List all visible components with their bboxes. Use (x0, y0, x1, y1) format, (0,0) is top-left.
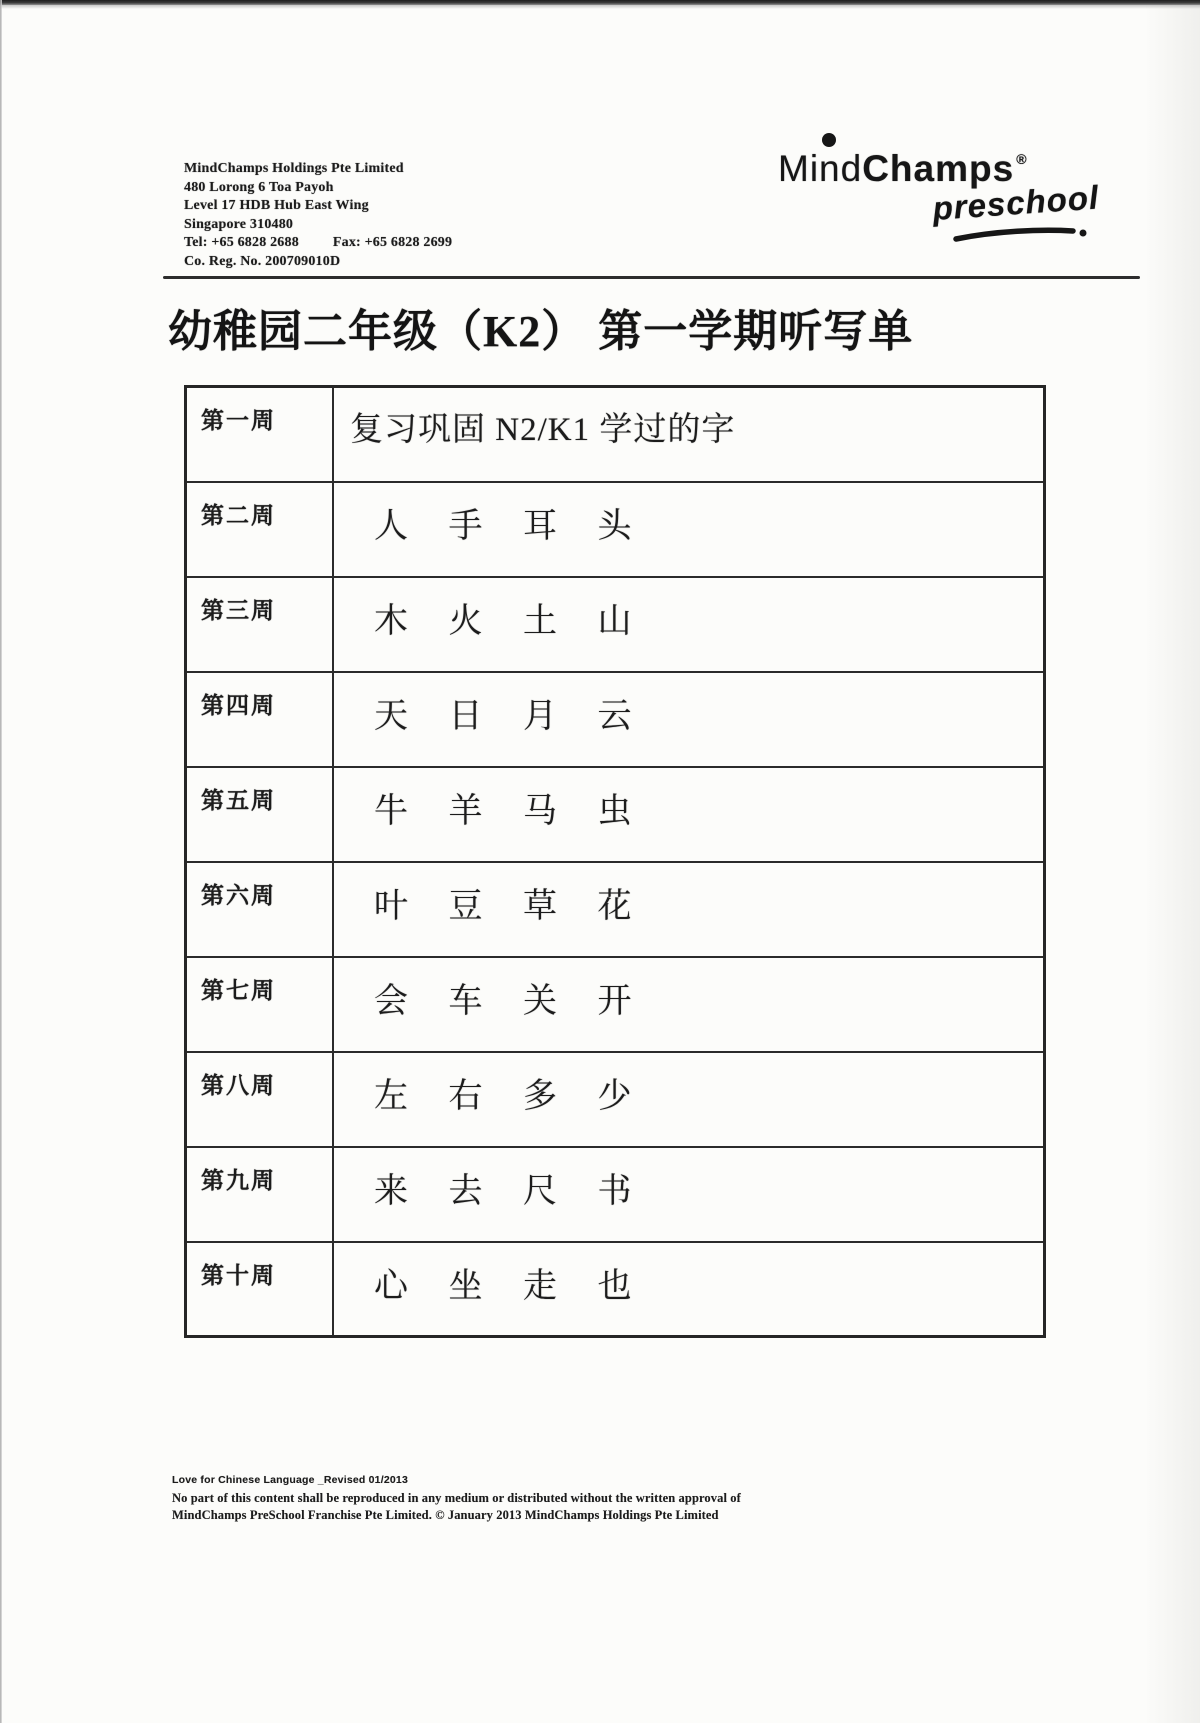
week-words: 左 右 多 少 (333, 1052, 1045, 1147)
telephone-number: Tel: +65 6828 2688 (184, 235, 299, 250)
week-label: 第一周 (186, 387, 334, 482)
letterhead-address-block (184, 160, 452, 271)
address-line-2: Level 17 HDB Hub East Wing (184, 198, 369, 213)
week-label: 第五周 (186, 767, 334, 862)
preschool-underline-swoosh-icon (953, 224, 1089, 246)
week-words: 心 坐 走 也 (333, 1242, 1045, 1337)
table-row (186, 862, 1045, 957)
week-label: 第八周 (186, 1052, 334, 1147)
week-label: 第三周 (186, 577, 334, 672)
table-row (186, 1052, 1045, 1147)
week-words: 牛 羊 马 虫 (333, 767, 1045, 862)
address-line-3: Singapore 310480 (184, 216, 294, 232)
table-row (186, 767, 1045, 862)
week-words: 会 车 关 开 (333, 957, 1045, 1052)
week-label: 第二周 (186, 482, 334, 577)
week-words: 叶 豆 草 花 (333, 862, 1045, 957)
footer-revision-line: Love for Chinese Language _Revised 01/2013 (172, 1474, 408, 1486)
week-label: 第七周 (186, 957, 334, 1052)
table-row (186, 577, 1045, 672)
scan-edge-left (0, 0, 2, 1723)
registered-trademark-icon: ® (1016, 151, 1028, 167)
page-title: 幼稚园二年级（K2） 第一学期听写单 (168, 307, 914, 356)
brand-logo (778, 148, 1026, 190)
week-words: 人 手 耳 头 (333, 482, 1045, 577)
table-row (186, 1242, 1045, 1337)
logo-tagline: preschool (931, 178, 1101, 228)
week-words: 复习巩固 N2/K1 学过的字 (333, 387, 1045, 482)
brand-name-bold: Champs (862, 148, 1015, 189)
footer-copyright-line-2: MindChamps PreSchool Franchise Pte Limited. © January 2013 MindChamps Holdings Pte Limited (172, 1507, 719, 1522)
table-row (186, 957, 1045, 1052)
scan-edge-top-shadow (0, 5, 1200, 9)
week-label: 第十周 (186, 1242, 334, 1337)
scan-edge-right (1144, 0, 1200, 1723)
week-label: 第六周 (186, 862, 334, 957)
footer-fine-print (172, 1474, 772, 1523)
footer-copyright-line-1: No part of this content shall be reproduced in any medium or distributed without the written approval of (172, 1491, 741, 1505)
week-words: 木 火 土 山 (333, 577, 1045, 672)
spelling-schedule-table (184, 385, 1046, 1338)
logo-dot-icon (822, 133, 836, 147)
week-label: 第四周 (186, 672, 334, 767)
fax-number: Fax: +65 6828 2699 (332, 235, 453, 250)
week-label: 第九周 (186, 1147, 334, 1242)
letterhead-divider-rule (163, 276, 1140, 279)
table-row (186, 387, 1045, 482)
company-name: MindChamps Holdings Pte Limited (184, 161, 404, 176)
table-row (186, 672, 1045, 767)
address-line-1: 480 Lorong 6 Toa Payoh (184, 179, 334, 195)
table-row (186, 482, 1045, 577)
week-words: 天 日 月 云 (333, 672, 1045, 767)
tel-fax-line (184, 234, 452, 253)
schedule-table-body (186, 387, 1045, 1337)
brand-name-regular: Mind (778, 148, 863, 189)
company-registration-number: Co. Reg. No. 200709010D (184, 253, 341, 269)
table-row (186, 1147, 1045, 1242)
week-words: 来 去 尺 书 (333, 1147, 1045, 1242)
